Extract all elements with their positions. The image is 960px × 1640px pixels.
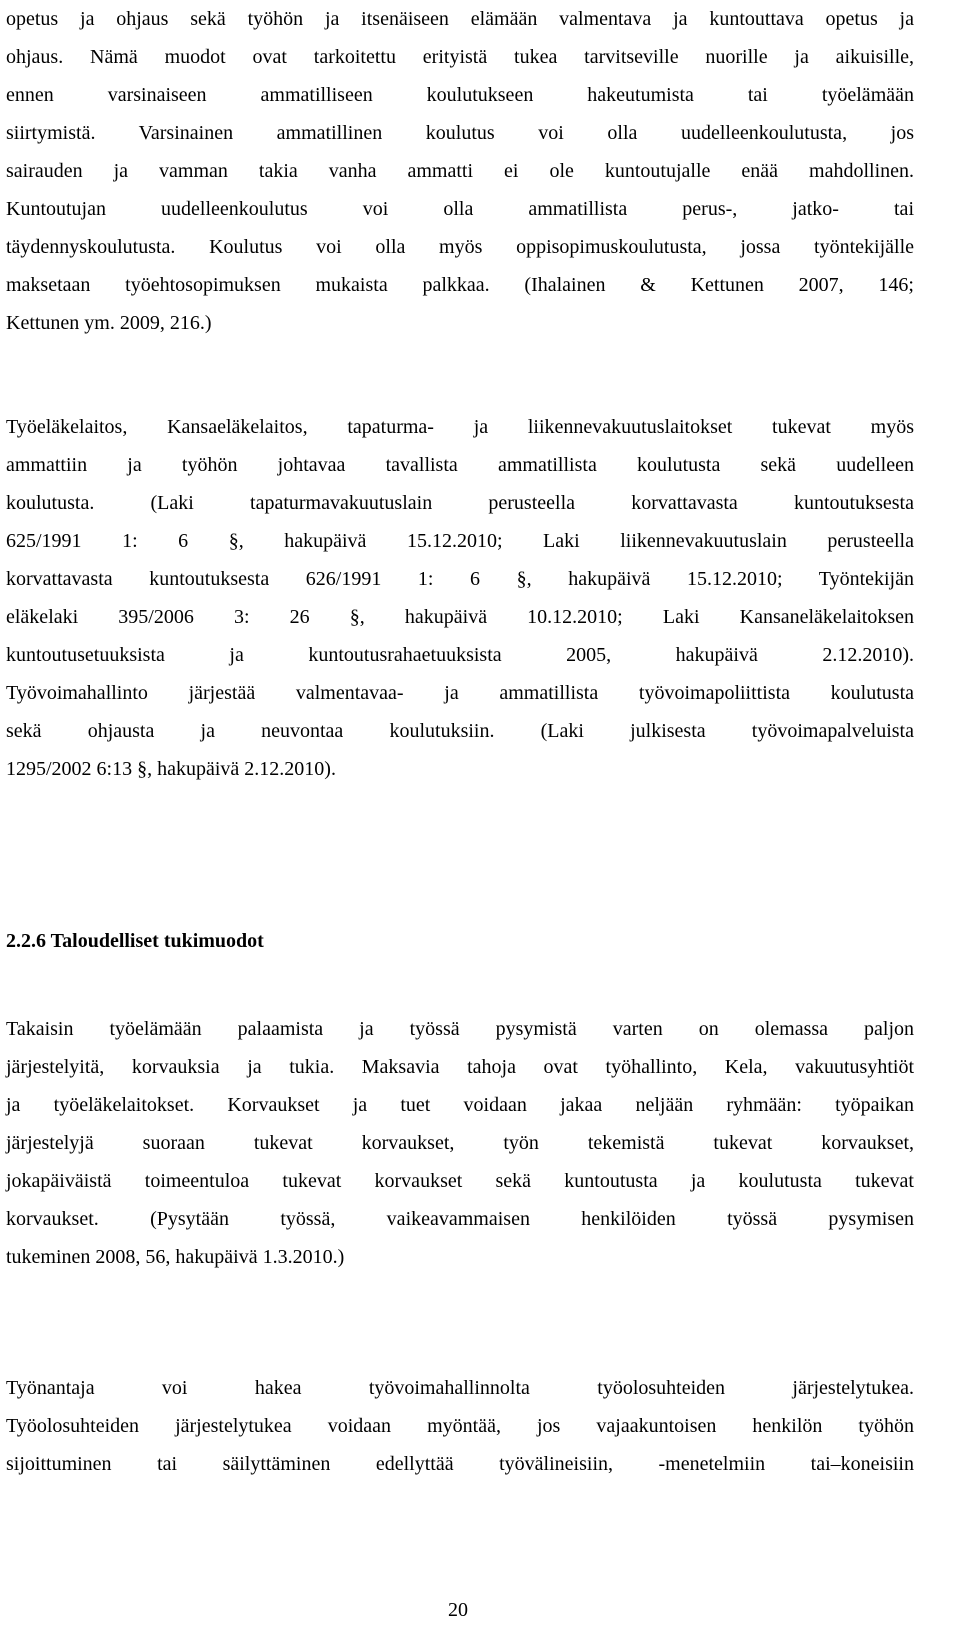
text-line: täydennyskoulutusta. Koulutus voi olla myös oppisopimuskoulutusta, jossa työntekijälle — [6, 236, 914, 258]
text-line: järjestelyjä suoraan tukevat korvaukset, työn tekemistä tukevat korvaukset, — [6, 1132, 914, 1154]
text-line: Takaisin työelämään palaamista ja työssä pysymistä varten on olemassa paljon — [6, 1018, 914, 1040]
text-line: Työnantaja voi hakea työvoimahallinnolta työolosuhteiden järjestelytukea. — [6, 1377, 914, 1399]
text-line: sijoittuminen tai säilyttäminen edellyttää työvälineisiin, -menetelmiin tai–koneisiin — [6, 1453, 914, 1475]
text-line: siirtymistä. Varsinainen ammatillinen koulutus voi olla uudelleenkoulutusta, jos — [6, 122, 914, 144]
paragraph-4 — [6, 1369, 914, 1483]
text-line: 1295/2002 6:13 §, hakupäivä 2.12.2010). — [6, 758, 336, 780]
text-line: ammattiin ja työhön johtavaa tavallista ammatillista koulutusta sekä uudelleen — [6, 454, 914, 476]
text-line: ennen varsinaiseen ammatilliseen koulutukseen hakeutumista tai työelämään — [6, 84, 914, 106]
text-line: eläkelaki 395/2006 3: 26 §, hakupäivä 10.12.2010; Laki Kansaneläkelaitoksen — [6, 606, 914, 628]
text-line: ohjaus. Nämä muodot ovat tarkoitettu erityistä tukea tarvitseville nuorille ja aikuisille, — [6, 46, 914, 68]
text-line: sekä ohjausta ja neuvontaa koulutuksiin. (Laki julkisesta työvoimapalveluista — [6, 720, 914, 742]
section-heading: 2.2.6 Taloudelliset tukimuodot — [6, 930, 264, 952]
text-line: koulutusta. (Laki tapaturmavakuutuslain perusteella korvattavasta kuntoutuksesta — [6, 492, 914, 514]
paragraph-2 — [6, 408, 914, 788]
text-line: Kuntoutujan uudelleenkoulutus voi olla ammatillista perus-, jatko- tai — [6, 198, 914, 220]
text-line: korvaukset. (Pysytään työssä, vaikeavammaisen henkilöiden työssä pysymisen — [6, 1208, 914, 1230]
text-line: kuntoutusetuuksista ja kuntoutusrahaetuuksista 2005, hakupäivä 2.12.2010). — [6, 644, 914, 666]
text-line: jokapäiväistä toimeentuloa tukevat korvaukset sekä kuntoutusta ja koulutusta tukevat — [6, 1170, 914, 1192]
text-line: maksetaan työehtosopimuksen mukaista palkkaa. (Ihalainen & Kettunen 2007, 146; — [6, 274, 914, 296]
text-line: Työvoimahallinto järjestää valmentavaa- ja ammatillista työvoimapoliittista koulutusta — [6, 682, 914, 704]
paragraph-1 — [6, 0, 914, 342]
paragraph-3 — [6, 1010, 914, 1276]
text-line: 625/1991 1: 6 §, hakupäivä 15.12.2010; Laki liikennevakuutuslain perusteella — [6, 530, 914, 552]
text-line: järjestelyitä, korvauksia ja tukia. Maksavia tahoja ovat työhallinto, Kela, vakuutusyhtiöt — [6, 1056, 914, 1078]
page-number: 20 — [448, 1599, 468, 1621]
text-line: tukeminen 2008, 56, hakupäivä 1.3.2010.) — [6, 1246, 345, 1268]
text-line: sairauden ja vamman takia vanha ammatti ei ole kuntoutujalle enää mahdollinen. — [6, 160, 914, 182]
text-line: Kettunen ym. 2009, 216.) — [6, 312, 212, 334]
text-line: Työeläkelaitos, Kansaeläkelaitos, tapaturma- ja liikennevakuutuslaitokset tukevat myös — [6, 416, 914, 438]
text-line: opetus ja ohjaus sekä työhön ja itsenäiseen elämään valmentava ja kuntouttava opetus ja — [6, 8, 914, 30]
text-line: korvattavasta kuntoutuksesta 626/1991 1: 6 §, hakupäivä 15.12.2010; Työntekijän — [6, 568, 914, 590]
text-line: Työolosuhteiden järjestelytukea voidaan myöntää, jos vajaakuntoisen henkilön työhön — [6, 1415, 914, 1437]
text-line: ja työeläkelaitokset. Korvaukset ja tuet voidaan jakaa neljään ryhmään: työpaikan — [6, 1094, 914, 1116]
